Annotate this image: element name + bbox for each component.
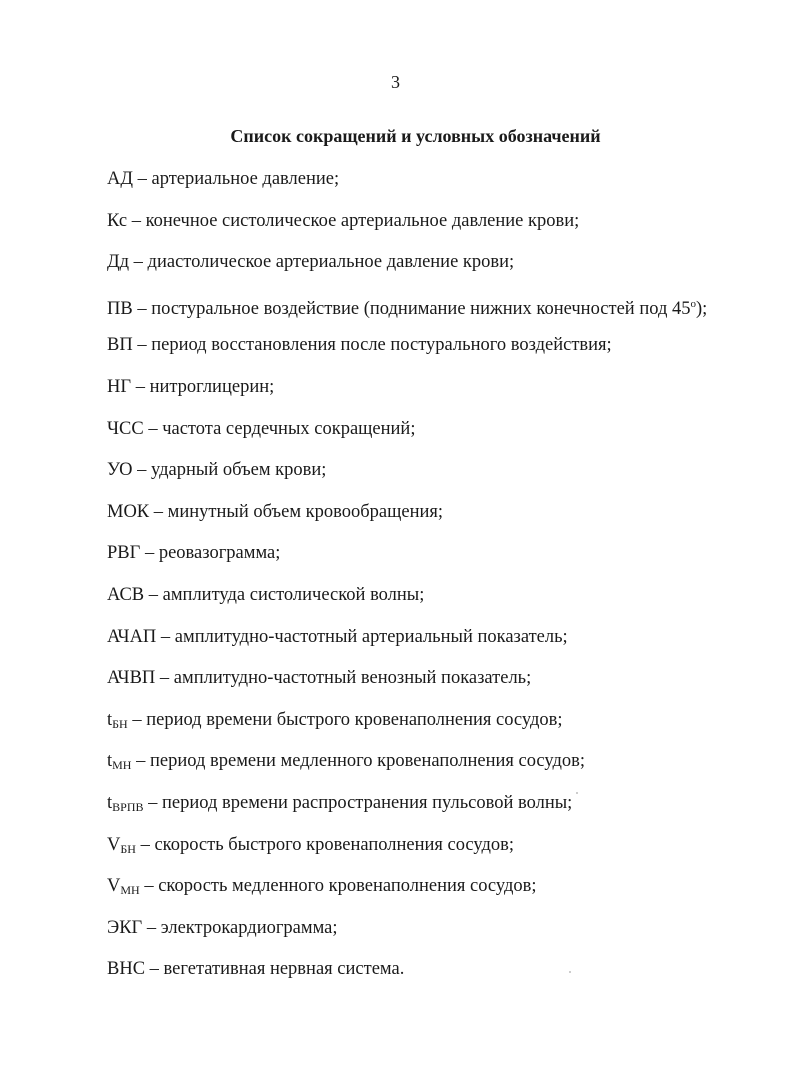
abbreviation-symbol: НГ [107,376,132,397]
abbreviation-term [107,793,144,813]
abbreviation-definition: амплитудно-частотный венозный показатель; [173,668,532,689]
abbreviation-symbol: ПВ [107,298,133,319]
abbreviation-item [107,750,767,792]
abbreviation-definition: период времени распространения пульсовой волны; [162,792,573,813]
degree-superscript: о [690,297,696,310]
abbreviation-symbol: ВП [107,335,133,356]
abbreviation-symbol: АД [107,169,133,189]
abbreviation-definition: диастолическое артериальное давление крови; [147,252,515,273]
abbreviation-dash: – [140,543,159,564]
abbreviation-definition: нитроглицерин; [149,376,275,397]
abbreviation-definition: вегетативная нервная система. [163,959,405,980]
abbreviation-symbol: ВНС [107,959,146,980]
abbreviation-definition: артериальное давление; [151,169,340,189]
abbreviation-symbol: ЧСС [107,418,144,439]
abbreviation-dash: – [156,626,175,647]
abbreviation-subscript: ВРПВ [112,799,144,814]
page-number: 3 [391,72,400,92]
abbreviation-dash: – [132,335,152,356]
scan-speck [569,971,571,973]
abbreviation-symbol: АСВ [107,584,145,605]
abbreviation-dash: – [139,876,159,897]
abbreviation-term [107,627,156,647]
abbreviation-subscript: БН [120,841,136,856]
abbreviation-item [107,376,767,418]
abbreviation-item [107,875,767,917]
abbreviation-item [107,834,767,876]
abbreviation-term [107,835,136,855]
abbreviation-definition: ударный объем крови; [151,460,327,481]
abbreviation-definition: амплитудно-частотный артериальный показатель; [174,626,568,647]
abbreviation-subscript: БН [112,716,128,731]
abbreviation-symbol: МОК [107,501,150,522]
abbreviation-symbol: ЭКГ [107,917,143,938]
abbreviation-term [107,460,133,480]
abbreviation-dash: – [142,917,161,938]
abbreviation-term [107,543,140,563]
abbreviation-term [107,959,145,979]
abbreviation-symbol: Дд [107,252,130,273]
abbreviation-definition: реовазограмма; [158,543,281,564]
abbreviation-definition: период времени медленного кровенаполнения сосудов; [149,751,586,772]
abbreviation-definition: конечное систолическое артериальное давление крови; [145,210,580,231]
abbreviation-definition: скорость быстрого кровенаполнения сосудов; [154,834,515,855]
abbreviation-definition: скорость медленного кровенаполнения сосудов; [158,876,537,897]
abbreviation-symbol: УО [107,460,133,481]
abbreviation-subscript: МН [120,883,140,898]
abbreviation-dash: – [143,418,163,439]
abbreviation-symbol: РВГ [107,543,141,564]
abbreviation-item [107,542,767,584]
abbreviation-dash: – [132,460,152,481]
abbreviation-symbol: АЧАП [107,626,157,647]
abbreviation-dash: – [129,252,148,273]
abbreviation-dash: – [132,169,152,189]
abbreviation-term [107,169,133,189]
abbreviation-item [107,334,767,376]
abbreviation-symbol: АЧВП [107,668,156,689]
abbreviation-item [107,626,767,668]
abbreviation-term [107,377,131,397]
abbreviation-item [107,501,767,543]
abbreviation-term [107,585,144,605]
abbreviation-term [107,335,133,355]
abbreviation-item [107,709,767,751]
abbreviation-item [107,168,767,210]
abbreviation-term [107,211,127,231]
abbreviation-item [107,418,767,460]
abbreviation-item [107,459,767,501]
abbreviation-symbol: t [107,751,113,772]
scan-speck [576,792,578,794]
abbreviation-term [107,876,140,896]
abbreviation-item [107,917,767,959]
abbreviation-dash: – [131,376,150,397]
abbreviation-term [107,918,142,938]
abbreviation-symbol: V [107,876,121,897]
abbreviation-term [107,299,133,319]
abbreviation-item [107,584,767,626]
abbreviation-symbol: V [107,834,121,855]
abbreviation-item [107,667,767,709]
abbreviation-definition: период восстановления после постурального воздействия; [151,335,612,356]
abbreviation-dash: – [135,834,155,855]
abbreviation-dash: – [143,792,162,813]
abbreviation-definition: электрокардиограмма; [160,917,338,938]
abbreviation-definition: минутный объем кровообращения; [167,501,444,522]
abbreviation-item [107,251,767,293]
abbreviation-symbol: t [107,709,113,730]
abbreviation-item [107,293,767,335]
abbreviation-symbol: t [107,792,113,813]
abbreviation-list [107,168,767,1000]
abbreviation-dash: – [131,751,150,772]
abbreviation-item [107,792,767,834]
abbreviation-definition: период времени быстрого кровенаполнения сосудов; [146,709,563,730]
abbreviation-definition-tail: ); [695,298,708,319]
abbreviation-dash: – [144,584,163,605]
abbreviation-term [107,751,131,771]
abbreviation-definition: амплитуда систолической волны; [162,584,425,605]
abbreviation-item [107,958,767,1000]
abbreviation-subscript: МН [112,758,132,773]
page-title: Список сокращений и условных обозначений [230,126,601,146]
abbreviation-dash: – [132,298,152,319]
abbreviation-dash: – [127,210,146,231]
abbreviation-term [107,502,149,522]
abbreviation-definition: постуральное воздействие (поднимание нижних конечностей под 45 [151,298,691,319]
abbreviation-definition: частота сердечных сокращений; [162,418,416,439]
abbreviation-dash: – [127,709,147,730]
abbreviation-term [107,668,155,688]
abbreviation-item [107,210,767,252]
abbreviation-dash: – [145,959,164,980]
abbreviation-term [107,710,128,730]
abbreviation-term [107,419,144,439]
abbreviation-term [107,252,129,272]
abbreviation-dash: – [149,501,168,522]
abbreviation-symbol: Кс [107,210,128,231]
abbreviation-dash: – [155,668,174,689]
